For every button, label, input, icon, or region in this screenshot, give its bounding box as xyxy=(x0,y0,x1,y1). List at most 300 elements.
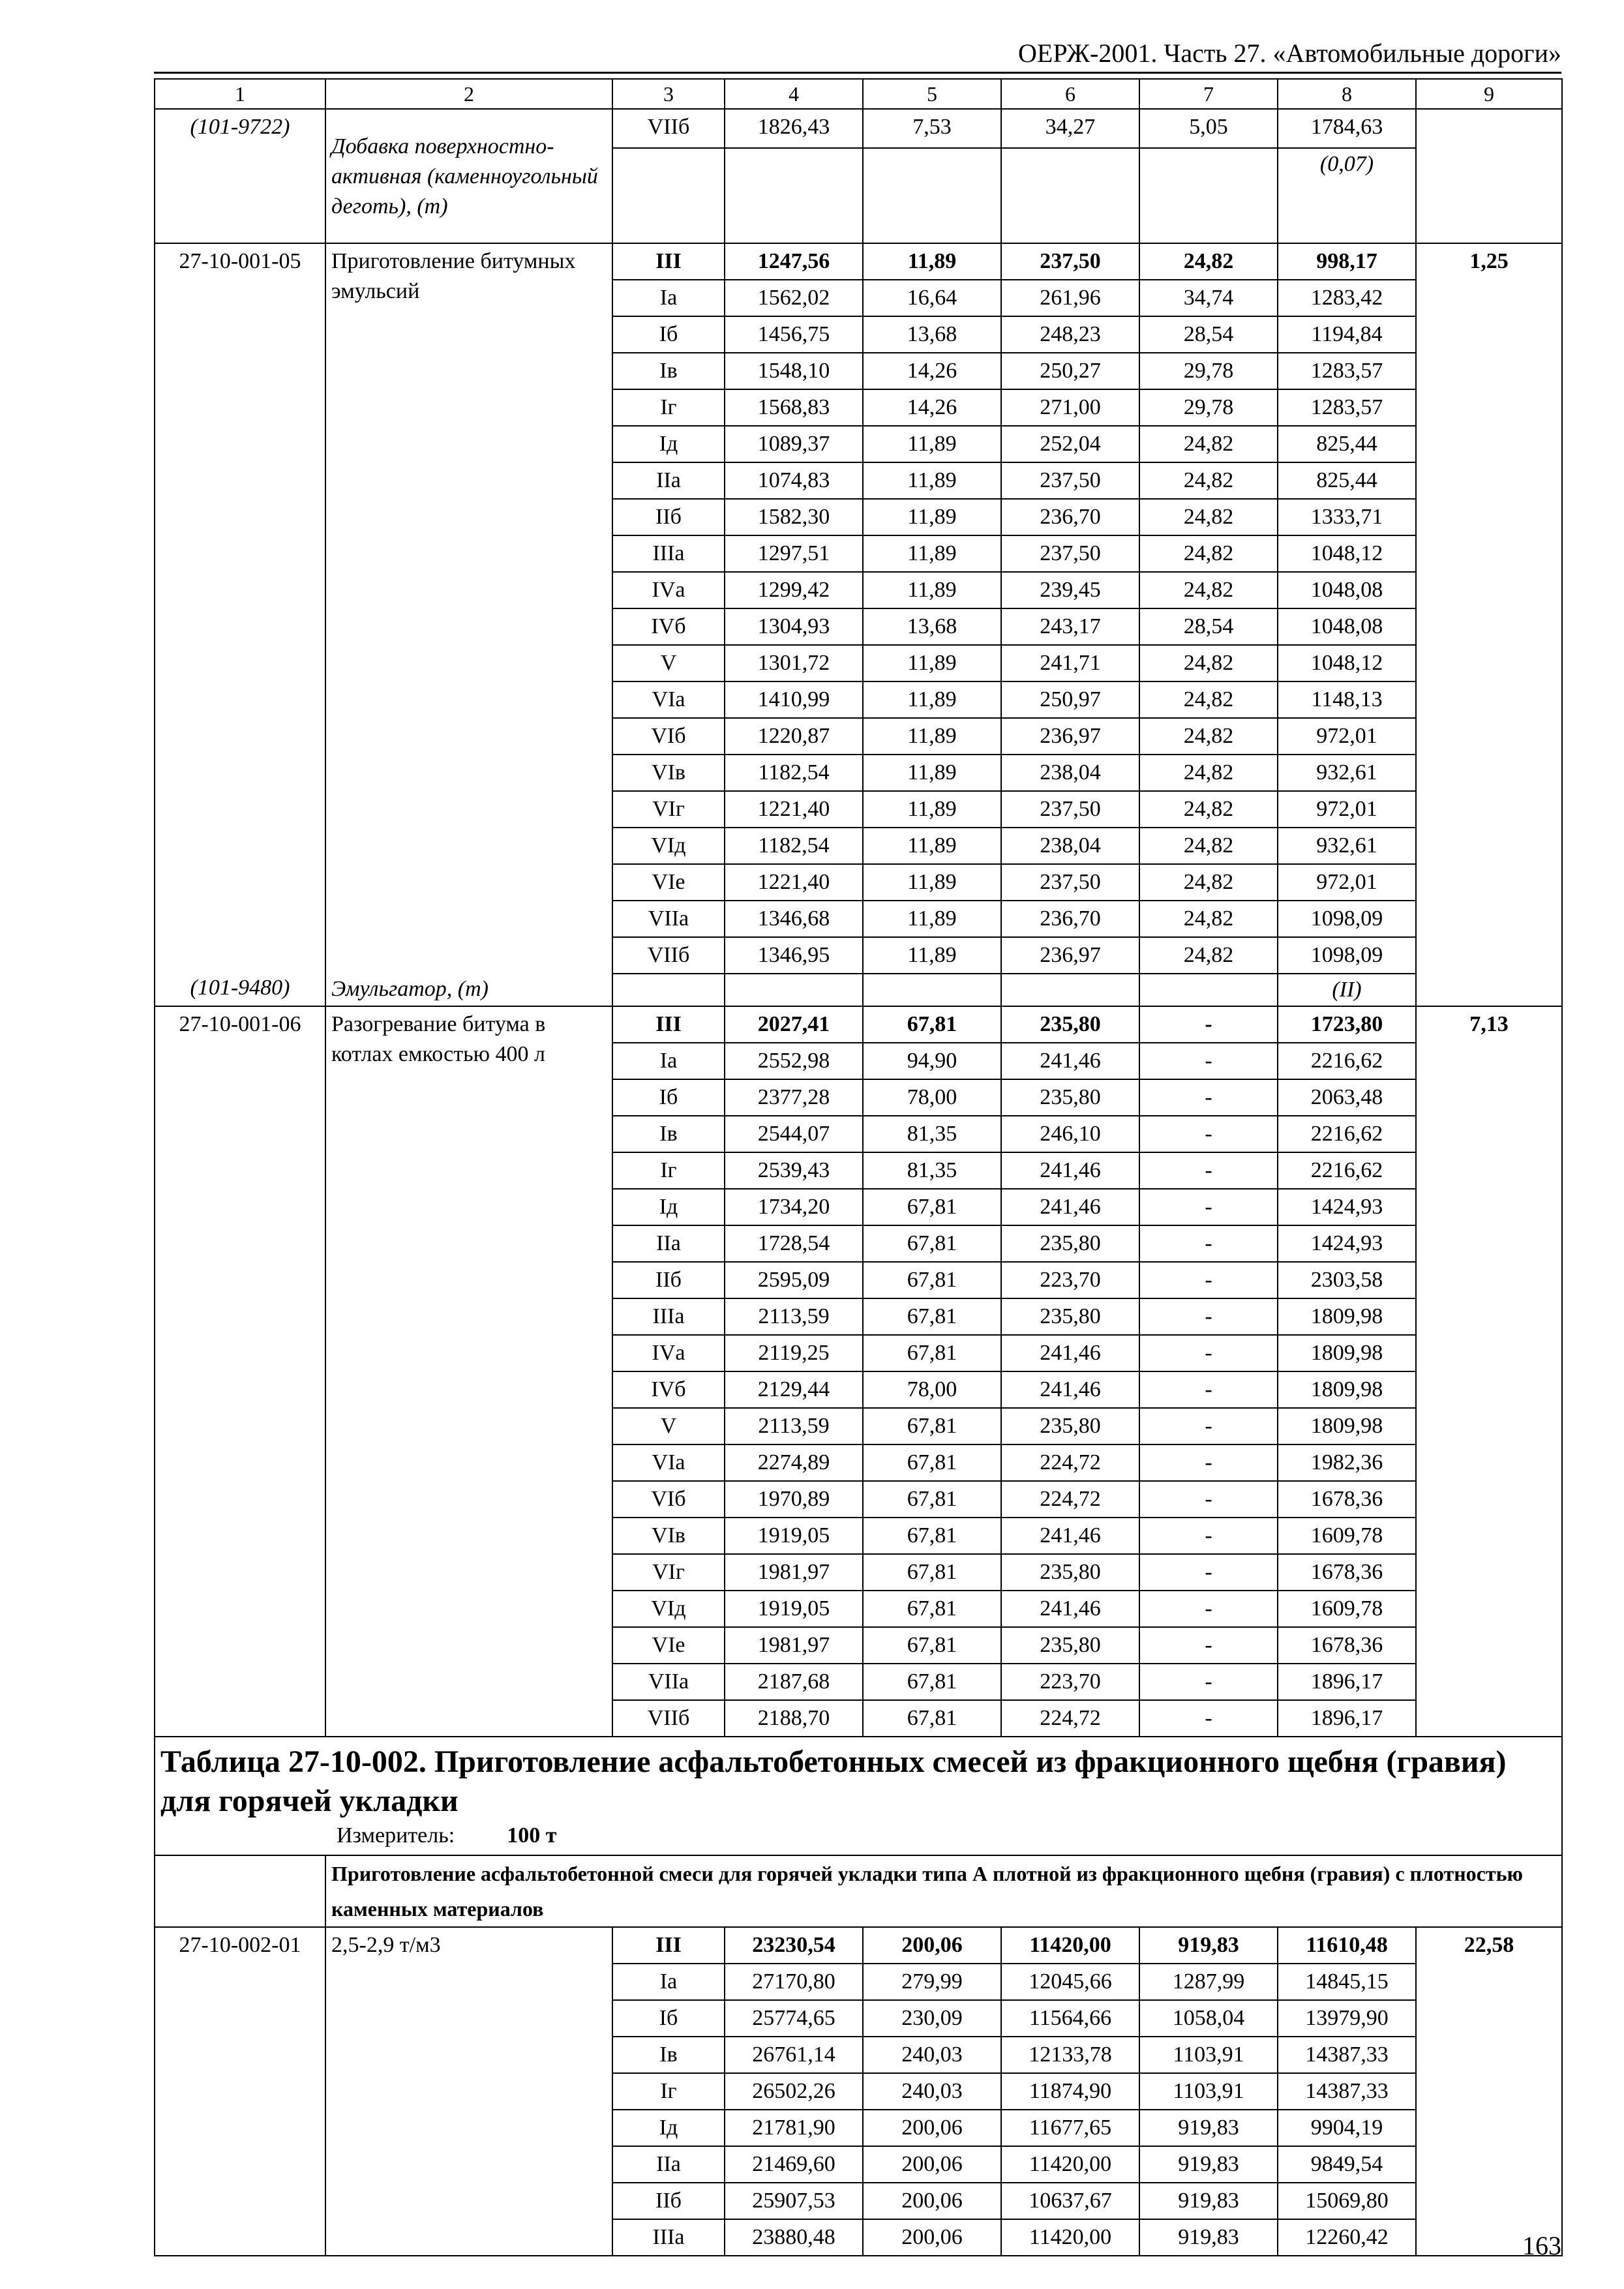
value-cell: 14,26 xyxy=(863,389,1001,426)
table-row xyxy=(155,243,1562,280)
value-cell: 24,82 xyxy=(1139,499,1278,535)
value-cell: - xyxy=(1139,1225,1278,1262)
region-cell: VIв xyxy=(612,1518,725,1554)
value-cell: 1299,42 xyxy=(725,572,863,608)
value-cell: 81,35 xyxy=(863,1116,1001,1152)
measure-label: Измеритель: xyxy=(337,1823,455,1848)
value-cell: 1809,98 xyxy=(1278,1371,1416,1408)
value-cell: 11,89 xyxy=(863,572,1001,608)
value-cell: 1048,08 xyxy=(1278,572,1416,608)
region-cell: Iг xyxy=(612,389,725,426)
region-cell: Iб xyxy=(612,316,725,353)
item-code: 27-10-001-05 xyxy=(179,249,301,273)
empty-cell xyxy=(612,148,725,243)
region-cell: Iа xyxy=(612,1964,725,2000)
value-cell: 2216,62 xyxy=(1278,1043,1416,1079)
value-cell: 11420,00 xyxy=(1001,1927,1139,1964)
value-cell: 237,50 xyxy=(1001,864,1139,901)
value-cell: 67,81 xyxy=(863,1627,1001,1664)
value-cell: 236,70 xyxy=(1001,901,1139,937)
value-cell: - xyxy=(1139,1371,1278,1408)
value-cell: 1103,91 xyxy=(1139,2037,1278,2073)
value-cell: 919,83 xyxy=(1139,2183,1278,2219)
value-cell: 246,10 xyxy=(1001,1116,1139,1152)
value-cell: 14,26 xyxy=(863,353,1001,389)
region-cell: III xyxy=(612,243,725,280)
value-cell: 11,89 xyxy=(863,718,1001,755)
region-cell: IVа xyxy=(612,572,725,608)
item-code: 27-10-002-01 xyxy=(179,1933,301,1957)
material-name-cell xyxy=(325,109,612,243)
header-rule xyxy=(154,72,1561,74)
column-number: 7 xyxy=(1139,79,1278,109)
value-cell: 1048,08 xyxy=(1278,608,1416,645)
measure-line xyxy=(160,1821,1556,1855)
value-cell: - xyxy=(1139,1006,1278,1043)
value-cell: 1919,05 xyxy=(725,1591,863,1627)
value-cell: 13,68 xyxy=(863,608,1001,645)
value-cell: - xyxy=(1139,1627,1278,1664)
value-cell: 241,46 xyxy=(1001,1152,1139,1189)
value-cell: 1678,36 xyxy=(1278,1481,1416,1518)
value-cell: 11,89 xyxy=(863,828,1001,864)
value-cell: 94,90 xyxy=(863,1043,1001,1079)
value-cell: 24,82 xyxy=(1139,937,1278,974)
empty-cell xyxy=(725,148,863,243)
value-cell: 2544,07 xyxy=(725,1116,863,1152)
value-cell: 1896,17 xyxy=(1278,1700,1416,1737)
column-number: 9 xyxy=(1416,79,1562,109)
value-cell: 2113,59 xyxy=(725,1298,863,1335)
value-cell: 9849,54 xyxy=(1278,2146,1416,2183)
item-code: 27-10-001-06 xyxy=(179,1012,301,1036)
region-cell: Iв xyxy=(612,2037,725,2073)
material-code: (101-9722) xyxy=(190,115,290,139)
empty-cell xyxy=(155,1855,325,1927)
value-cell: 7,53 xyxy=(863,109,1001,148)
value-cell: 11,89 xyxy=(863,791,1001,828)
value-cell: 13,68 xyxy=(863,316,1001,353)
value-cell: 252,04 xyxy=(1001,426,1139,462)
value-cell: 271,00 xyxy=(1001,389,1139,426)
material-code: (101-9480) xyxy=(190,976,290,1000)
value-cell: 1568,83 xyxy=(725,389,863,426)
value-cell: 24,82 xyxy=(1139,645,1278,681)
region-cell: VIб xyxy=(612,1481,725,1518)
value-cell: 1981,97 xyxy=(725,1554,863,1591)
value-cell: 1304,93 xyxy=(725,608,863,645)
section-description: Приготовление асфальтобетонной смеси для горячей укладки типа А плотной из фракционного щебня (гравия) с плотностью каменных материалов xyxy=(325,1855,1562,1927)
empty-cell xyxy=(1139,974,1278,1006)
value-cell: - xyxy=(1139,1262,1278,1298)
region-cell: IIIа xyxy=(612,1298,725,1335)
column-number: 1 xyxy=(155,79,325,109)
value-cell: 1896,17 xyxy=(1278,1664,1416,1700)
value-cell: 1098,09 xyxy=(1278,901,1416,937)
value-cell: 1287,99 xyxy=(1139,1964,1278,2000)
region-cell: VIIа xyxy=(612,1664,725,1700)
value-cell: - xyxy=(1139,1335,1278,1371)
value-cell: 224,72 xyxy=(1001,1444,1139,1481)
value-cell: 11677,65 xyxy=(1001,2110,1139,2146)
value-cell: 11420,00 xyxy=(1001,2146,1139,2183)
value-cell: - xyxy=(1139,1554,1278,1591)
value-cell: 2113,59 xyxy=(725,1408,863,1444)
item-name: Приготовление битумных эмульсий xyxy=(331,249,576,303)
empty-cell xyxy=(1139,148,1278,243)
table-row xyxy=(155,1927,1562,1964)
value-cell: 67,81 xyxy=(863,1225,1001,1262)
column-number: 4 xyxy=(725,79,863,109)
value-cell: 67,81 xyxy=(863,1298,1001,1335)
value-cell: 235,80 xyxy=(1001,1298,1139,1335)
region-cell: Iа xyxy=(612,1043,725,1079)
value-cell: - xyxy=(1139,1189,1278,1225)
region-cell: IVб xyxy=(612,608,725,645)
value-cell: 24,82 xyxy=(1139,864,1278,901)
value-cell: 23880,48 xyxy=(725,2219,863,2256)
value-cell: 230,09 xyxy=(863,2000,1001,2037)
value-cell: 932,61 xyxy=(1278,828,1416,864)
region-cell: VIг xyxy=(612,1554,725,1591)
empty-cell xyxy=(863,148,1001,243)
value-cell: 200,06 xyxy=(863,2146,1001,2183)
value-cell: 26502,26 xyxy=(725,2073,863,2110)
value-cell: 1723,80 xyxy=(1278,1006,1416,1043)
value-cell: 238,04 xyxy=(1001,828,1139,864)
value-cell: 1182,54 xyxy=(725,755,863,791)
value-cell: 1734,20 xyxy=(725,1189,863,1225)
value-cell: 237,50 xyxy=(1001,535,1139,572)
value-cell: 1221,40 xyxy=(725,864,863,901)
value-cell: 241,46 xyxy=(1001,1189,1139,1225)
value-cell: 14387,33 xyxy=(1278,2037,1416,2073)
value-cell: 250,27 xyxy=(1001,353,1139,389)
value-cell: 200,06 xyxy=(863,2219,1001,2256)
value-cell: 11,89 xyxy=(863,755,1001,791)
value-cell: 12133,78 xyxy=(1001,2037,1139,2073)
value-cell: 237,50 xyxy=(1001,243,1139,280)
name-cell xyxy=(325,1006,612,1737)
value-cell: 2216,62 xyxy=(1278,1152,1416,1189)
value-cell: 11420,00 xyxy=(1001,2219,1139,2256)
material-code-cell xyxy=(155,109,325,243)
region-cell: IIб xyxy=(612,2183,725,2219)
table-title: Таблица 27-10-002. Приготовление асфальтобетонных смесей из фракционного щебня (гравия) для горячей укладки xyxy=(160,1744,1507,1818)
value-cell: 27170,80 xyxy=(725,1964,863,2000)
region-cell: IIб xyxy=(612,499,725,535)
value-cell: 2027,41 xyxy=(725,1006,863,1043)
value-cell: 235,80 xyxy=(1001,1627,1139,1664)
value-cell: 26761,14 xyxy=(725,2037,863,2073)
value-cell: 236,97 xyxy=(1001,718,1139,755)
value-cell: 67,81 xyxy=(863,1444,1001,1481)
material-value: (0,07) xyxy=(1278,148,1416,243)
value-cell: 14845,15 xyxy=(1278,1964,1416,2000)
value-cell: 1220,87 xyxy=(725,718,863,755)
column-number-row xyxy=(155,79,1562,109)
price-table xyxy=(154,78,1563,2256)
value-cell: 236,97 xyxy=(1001,937,1139,974)
value-cell: 67,81 xyxy=(863,1481,1001,1518)
region-cell: IIа xyxy=(612,1225,725,1262)
column-number: 3 xyxy=(612,79,725,109)
value-cell: 34,74 xyxy=(1139,280,1278,316)
value-cell: 1283,57 xyxy=(1278,389,1416,426)
value-cell: 2539,43 xyxy=(725,1152,863,1189)
value-cell: 1410,99 xyxy=(725,681,863,718)
region-cell: IIа xyxy=(612,462,725,499)
region-cell: VIд xyxy=(612,1591,725,1627)
region-cell: VIIб xyxy=(612,1700,725,1737)
empty-cell xyxy=(1416,109,1562,243)
value-cell: 11,89 xyxy=(863,937,1001,974)
empty-cell xyxy=(725,974,863,1006)
value-cell: 223,70 xyxy=(1001,1664,1139,1700)
value-cell: 67,81 xyxy=(863,1554,1001,1591)
value-cell: 241,46 xyxy=(1001,1591,1139,1627)
value-cell: 1456,75 xyxy=(725,316,863,353)
value-cell: 1424,93 xyxy=(1278,1225,1416,1262)
value-cell: 24,82 xyxy=(1139,243,1278,280)
material-name: Добавка поверхностно-активная (каменноугольный деготь), (т) xyxy=(331,134,598,218)
value-cell: 67,81 xyxy=(863,1335,1001,1371)
material-name: Эмульгатор, (т) xyxy=(331,977,489,1001)
empty-cell xyxy=(1001,974,1139,1006)
value-cell: 2119,25 xyxy=(725,1335,863,1371)
column-number: 6 xyxy=(1001,79,1139,109)
value-cell: 1609,78 xyxy=(1278,1518,1416,1554)
value-cell: 78,00 xyxy=(863,1371,1001,1408)
value-cell: 2216,62 xyxy=(1278,1116,1416,1152)
value-cell: 15069,80 xyxy=(1278,2183,1416,2219)
value-cell: - xyxy=(1139,1591,1278,1627)
value-cell: 11,89 xyxy=(863,499,1001,535)
empty-cell xyxy=(612,974,725,1006)
value-cell: 1548,10 xyxy=(725,353,863,389)
value-cell: 78,00 xyxy=(863,1079,1001,1116)
value-cell: 34,27 xyxy=(1001,109,1139,148)
region-cell: Iд xyxy=(612,426,725,462)
value-cell: 2063,48 xyxy=(1278,1079,1416,1116)
value-cell: 261,96 xyxy=(1001,280,1139,316)
value-cell: 81,35 xyxy=(863,1152,1001,1189)
region-cell: Iб xyxy=(612,2000,725,2037)
value-cell: 11,89 xyxy=(863,645,1001,681)
region-cell: IIб xyxy=(612,1262,725,1298)
region-cell: Iв xyxy=(612,353,725,389)
value-cell: 67,81 xyxy=(863,1664,1001,1700)
value-cell: 2274,89 xyxy=(725,1444,863,1481)
value-cell: 24,82 xyxy=(1139,828,1278,864)
labor-cell: 1,25 xyxy=(1416,243,1562,1006)
value-cell: 1089,37 xyxy=(725,426,863,462)
value-cell: 24,82 xyxy=(1139,755,1278,791)
value-cell: 1582,30 xyxy=(725,499,863,535)
value-cell: 16,64 xyxy=(863,280,1001,316)
value-cell: 1103,91 xyxy=(1139,2073,1278,2110)
value-cell: 250,97 xyxy=(1001,681,1139,718)
value-cell: 11,89 xyxy=(863,426,1001,462)
value-cell: 238,04 xyxy=(1001,755,1139,791)
value-cell: 235,80 xyxy=(1001,1225,1139,1262)
value-cell: 67,81 xyxy=(863,1518,1001,1554)
value-cell: 224,72 xyxy=(1001,1700,1139,1737)
value-cell: 1981,97 xyxy=(725,1627,863,1664)
value-cell: 240,03 xyxy=(863,2037,1001,2073)
value-cell: 2595,09 xyxy=(725,1262,863,1298)
empty-cell xyxy=(863,974,1001,1006)
value-cell: 1346,95 xyxy=(725,937,863,974)
region-cell: VIIб xyxy=(612,937,725,974)
value-cell: 25774,65 xyxy=(725,2000,863,2037)
value-cell: - xyxy=(1139,1444,1278,1481)
region-cell: III xyxy=(612,1927,725,1964)
value-cell: 223,70 xyxy=(1001,1262,1139,1298)
value-cell: 240,03 xyxy=(863,2073,1001,2110)
value-cell: 1283,57 xyxy=(1278,353,1416,389)
value-cell: 1346,68 xyxy=(725,901,863,937)
table-heading-row xyxy=(155,1737,1562,1855)
region-cell: V xyxy=(612,645,725,681)
region-cell: III xyxy=(612,1006,725,1043)
value-cell: 1982,36 xyxy=(1278,1444,1416,1481)
value-cell: 972,01 xyxy=(1278,791,1416,828)
code-cell xyxy=(155,243,325,1006)
value-cell: 200,06 xyxy=(863,2110,1001,2146)
value-cell: 1283,42 xyxy=(1278,280,1416,316)
value-cell: 29,78 xyxy=(1139,353,1278,389)
value-cell: 12260,42 xyxy=(1278,2219,1416,2256)
value-cell: 24,82 xyxy=(1139,681,1278,718)
value-cell: 28,54 xyxy=(1139,608,1278,645)
empty-cell xyxy=(1001,148,1139,243)
value-cell: - xyxy=(1139,1700,1278,1737)
value-cell: 24,82 xyxy=(1139,572,1278,608)
value-cell: 998,17 xyxy=(1278,243,1416,280)
value-cell: 24,82 xyxy=(1139,718,1278,755)
value-cell: 2187,68 xyxy=(725,1664,863,1700)
value-cell: 67,81 xyxy=(863,1591,1001,1627)
page-number: 163 xyxy=(1522,2231,1561,2260)
value-cell: 237,50 xyxy=(1001,462,1139,499)
value-cell: 279,99 xyxy=(863,1964,1001,2000)
column-number: 5 xyxy=(863,79,1001,109)
code-cell xyxy=(155,1927,325,2256)
value-cell: 235,80 xyxy=(1001,1079,1139,1116)
value-cell: 1098,09 xyxy=(1278,937,1416,974)
region-cell: Iа xyxy=(612,280,725,316)
value-cell: 972,01 xyxy=(1278,718,1416,755)
item-name: 2,5-2,9 т/м3 xyxy=(331,1933,441,1957)
name-cell xyxy=(325,1927,612,2256)
value-cell: 11,89 xyxy=(863,535,1001,572)
region-cell: VIIб xyxy=(612,109,725,148)
value-cell: 67,81 xyxy=(863,1006,1001,1043)
value-cell: 1247,56 xyxy=(725,243,863,280)
value-cell: 1678,36 xyxy=(1278,1554,1416,1591)
value-cell: - xyxy=(1139,1408,1278,1444)
value-cell: 2188,70 xyxy=(725,1700,863,1737)
value-cell: 25907,53 xyxy=(725,2183,863,2219)
value-cell: - xyxy=(1139,1664,1278,1700)
region-cell: IIIа xyxy=(612,2219,725,2256)
value-cell: 241,46 xyxy=(1001,1518,1139,1554)
value-cell: 21781,90 xyxy=(725,2110,863,2146)
value-cell: 14387,33 xyxy=(1278,2073,1416,2110)
value-cell: 236,70 xyxy=(1001,499,1139,535)
value-cell: 23230,54 xyxy=(725,1927,863,1964)
value-cell: 919,83 xyxy=(1139,2146,1278,2183)
value-cell: 24,82 xyxy=(1139,535,1278,572)
value-cell: 235,80 xyxy=(1001,1006,1139,1043)
value-cell: 825,44 xyxy=(1278,462,1416,499)
value-cell: 11,89 xyxy=(863,864,1001,901)
column-number: 8 xyxy=(1278,79,1416,109)
value-cell: 1424,93 xyxy=(1278,1189,1416,1225)
region-cell: V xyxy=(612,1408,725,1444)
running-header: ОЕРЖ-2001. Часть 27. «Автомобильные дороги» xyxy=(1018,38,1561,68)
value-cell: 200,06 xyxy=(863,1927,1001,1964)
value-cell: 932,61 xyxy=(1278,755,1416,791)
region-cell: VIа xyxy=(612,681,725,718)
value-cell: 1970,89 xyxy=(725,1481,863,1518)
value-cell: - xyxy=(1139,1152,1278,1189)
value-cell: - xyxy=(1139,1079,1278,1116)
labor-cell: 22,58 xyxy=(1416,1927,1562,2256)
value-cell: 1148,13 xyxy=(1278,681,1416,718)
description-row xyxy=(155,1855,1562,1927)
value-cell: 29,78 xyxy=(1139,389,1278,426)
region-cell: VIб xyxy=(612,718,725,755)
value-cell: 10637,67 xyxy=(1001,2183,1139,2219)
value-cell: 1609,78 xyxy=(1278,1591,1416,1627)
value-cell: 5,05 xyxy=(1139,109,1278,148)
labor-cell: 7,13 xyxy=(1416,1006,1562,1737)
value-cell: 67,81 xyxy=(863,1408,1001,1444)
value-cell: 28,54 xyxy=(1139,316,1278,353)
region-cell: IIа xyxy=(612,2146,725,2183)
table-row xyxy=(155,1006,1562,1043)
value-cell: 919,83 xyxy=(1139,2110,1278,2146)
value-cell: 11,89 xyxy=(863,681,1001,718)
value-cell: 1809,98 xyxy=(1278,1408,1416,1444)
value-cell: 919,83 xyxy=(1139,2219,1278,2256)
value-cell: - xyxy=(1139,1518,1278,1554)
value-cell: 1562,02 xyxy=(725,280,863,316)
value-cell: 241,46 xyxy=(1001,1043,1139,1079)
value-cell: - xyxy=(1139,1481,1278,1518)
value-cell: 1826,43 xyxy=(725,109,863,148)
value-cell: 2377,28 xyxy=(725,1079,863,1116)
item-name: Разогревание битума в котлах емкостью 400 л xyxy=(331,1012,546,1066)
value-cell: 235,80 xyxy=(1001,1554,1139,1591)
value-cell: 1809,98 xyxy=(1278,1335,1416,1371)
region-cell: VIIа xyxy=(612,901,725,937)
value-cell: 1074,83 xyxy=(725,462,863,499)
region-cell: VIв xyxy=(612,755,725,791)
measure-value: 100 т xyxy=(507,1823,557,1848)
value-cell: 1919,05 xyxy=(725,1518,863,1554)
value-cell: 1301,72 xyxy=(725,645,863,681)
value-cell: 11610,48 xyxy=(1278,1927,1416,1964)
value-cell: 1678,36 xyxy=(1278,1627,1416,1664)
value-cell: 1809,98 xyxy=(1278,1298,1416,1335)
value-cell: 241,46 xyxy=(1001,1335,1139,1371)
region-cell: VIе xyxy=(612,1627,725,1664)
value-cell: 67,81 xyxy=(863,1700,1001,1737)
value-cell: 243,17 xyxy=(1001,608,1139,645)
